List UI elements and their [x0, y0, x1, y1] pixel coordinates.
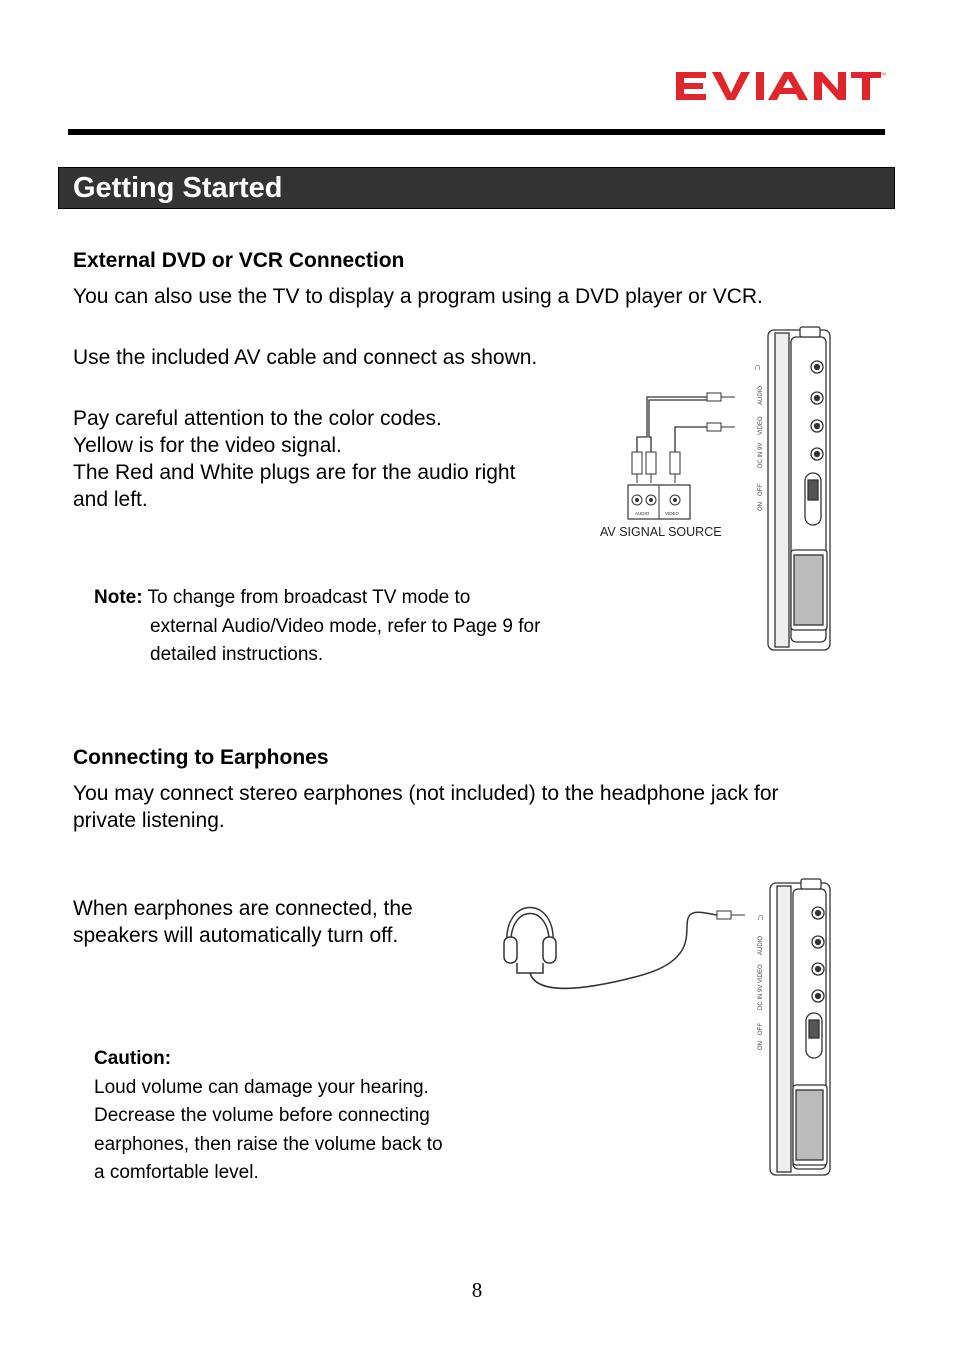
dvd-heading: External DVD or VCR Connection [73, 249, 405, 272]
side-video-label-2: VIDEO [758, 964, 764, 983]
tv-side-profile-2 [770, 879, 830, 1175]
color-line: Yellow is for the video signal. [73, 434, 342, 457]
color-codes [73, 405, 593, 513]
tv-side-profile [768, 327, 830, 650]
note-line: detailed instructions. [150, 644, 324, 665]
speaker-line: speakers will automatically turn off. [73, 924, 399, 947]
earphone-heading: Connecting to Earphones [73, 746, 329, 769]
caution-line: a comfortable level. [94, 1162, 259, 1183]
caution-line: earphones, then raise the volume back to [94, 1133, 443, 1155]
speaker-grille-icon [794, 555, 823, 625]
side-dc-label: DC IN 9V [758, 442, 764, 468]
speaker-line: When earphones are connected, the [73, 897, 413, 920]
speaker-off-text [73, 895, 493, 949]
caution-line: Decrease the volume before connecting [94, 1105, 430, 1126]
intro-line: You may connect stereo earphones (not included) to the headphone jack for [73, 782, 779, 805]
side-audio-label: AUDIO [758, 385, 764, 405]
headphones-icon [504, 908, 556, 974]
speaker-grille-icon [796, 1090, 823, 1160]
side-on-label: ON [758, 502, 764, 511]
headphone-jack-icon: ∩ [754, 362, 762, 373]
caution-block [94, 1045, 514, 1188]
caution-line: Loud volume can damage your hearing. [94, 1076, 429, 1098]
jack-audio-label: AUDIO [635, 511, 650, 516]
section-title: Getting Started [73, 172, 283, 204]
note-label: Note: [94, 587, 143, 608]
side-off-label-2: OFF [758, 1023, 764, 1035]
rca-plug-icon [632, 452, 680, 483]
color-line: Pay careful attention to the color codes. [73, 407, 442, 430]
dvd-intro: You can also use the TV to display a program using a DVD player or VCR. [73, 285, 763, 308]
side-video-label: VIDEO [758, 416, 764, 435]
av-connection-diagram [595, 325, 840, 655]
side-audio-label-2: AUDIO [758, 935, 764, 955]
eviant-logo [676, 70, 886, 102]
header-rule [68, 129, 885, 135]
av-source-device [628, 485, 690, 519]
av-source-label: AV SIGNAL SOURCE [600, 525, 722, 539]
side-on-label-2: ON [758, 1041, 764, 1050]
section-banner [58, 167, 895, 209]
earphone-diagram [495, 875, 840, 1185]
note-line: To change from broadcast TV mode to [147, 587, 471, 608]
note-block [94, 584, 594, 670]
cable-instruction: Use the included AV cable and connect as shown. [73, 346, 538, 369]
earphone-intro [73, 780, 893, 834]
note-line: external Audio/Video mode, refer to Page 9 for [150, 615, 541, 637]
color-line: and left. [73, 488, 148, 511]
jack-video-label: VIDEO [665, 511, 680, 516]
svg-text:TM: TM [880, 71, 886, 76]
svg-text:∩: ∩ [757, 912, 765, 923]
color-line: The Red and White plugs are for the audio right [73, 461, 516, 484]
side-dc-label-2: DC IN 9V [758, 984, 764, 1010]
intro-line: private listening. [73, 809, 225, 832]
side-off-label: OFF [758, 484, 764, 496]
caution-label: Caution: [94, 1048, 172, 1069]
page-number: 8 [471, 1278, 483, 1302]
